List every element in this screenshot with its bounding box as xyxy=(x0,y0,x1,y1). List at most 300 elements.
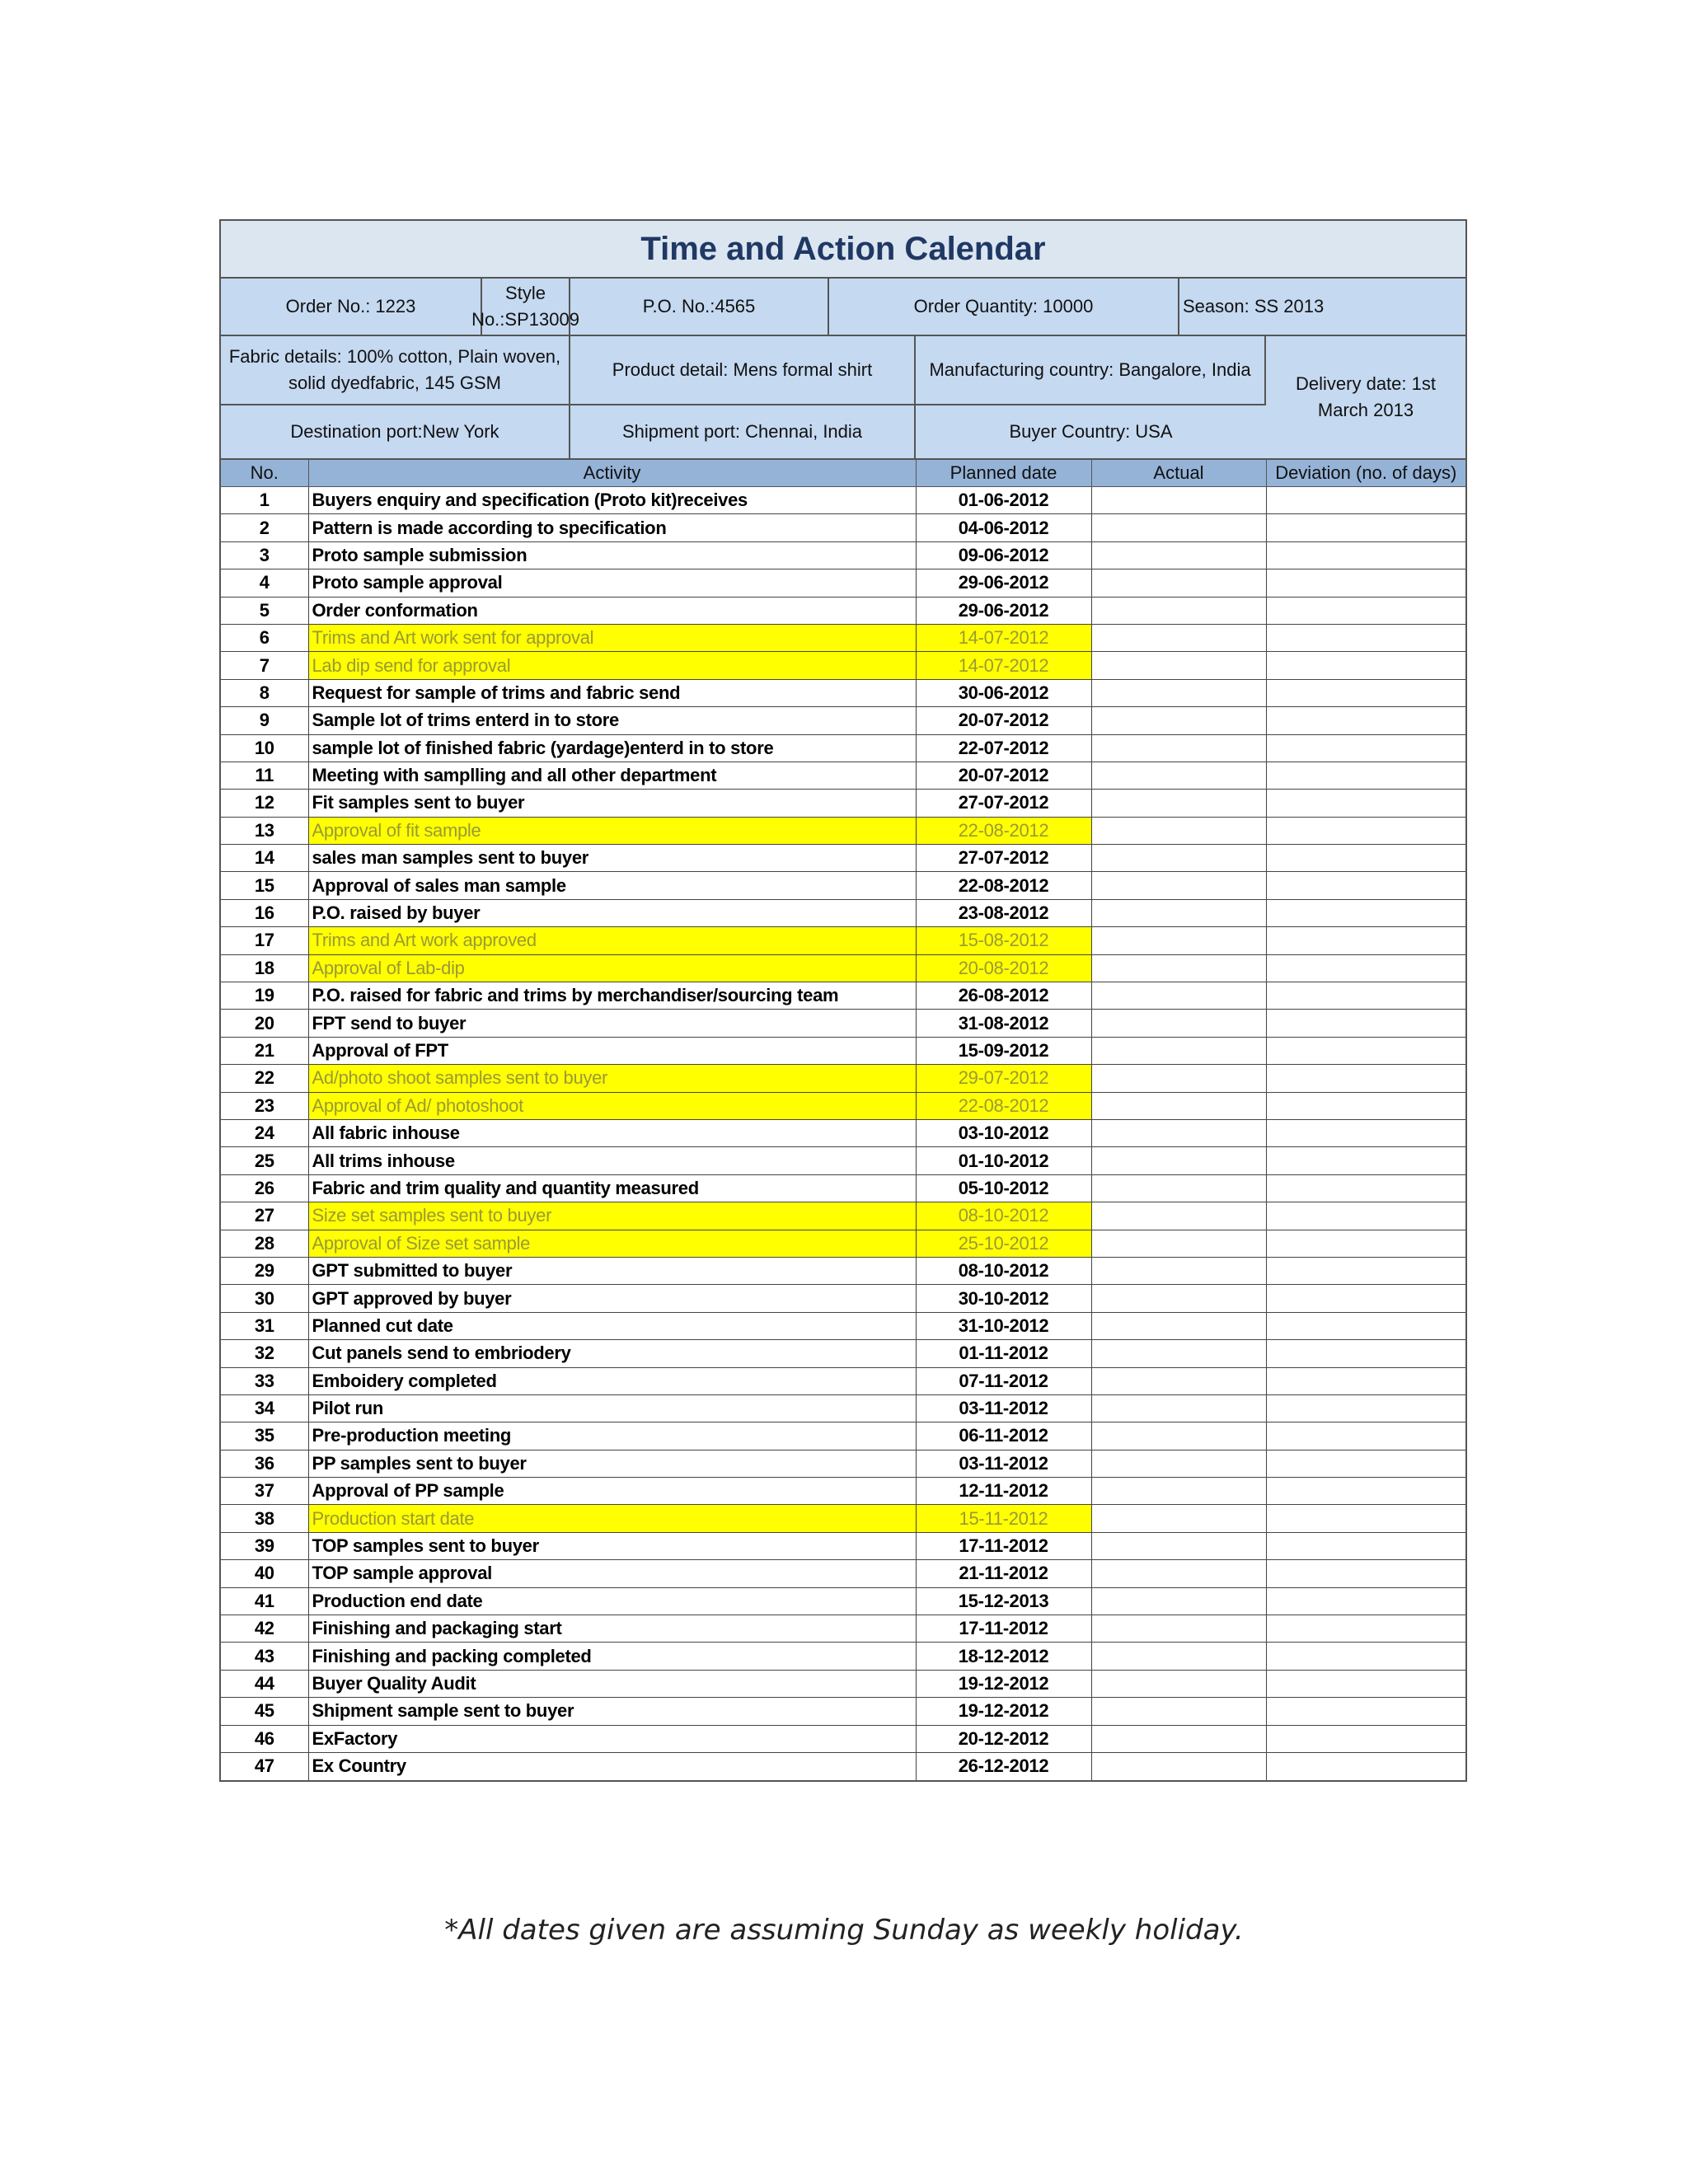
deviation-cell xyxy=(1266,927,1465,954)
deviation-cell xyxy=(1266,817,1465,844)
table-row xyxy=(221,1478,1465,1505)
destination-port: Destination port:New York xyxy=(221,405,570,460)
planned-date-cell: 06-11-2012 xyxy=(916,1422,1091,1450)
table-row xyxy=(221,1092,1465,1119)
activity-cell: Shipment sample sent to buyer xyxy=(308,1698,916,1725)
actual-cell xyxy=(1091,1698,1266,1725)
planned-date-cell: 31-10-2012 xyxy=(916,1312,1091,1339)
deviation-cell xyxy=(1266,707,1465,734)
row-number: 25 xyxy=(221,1147,308,1174)
table-row xyxy=(221,652,1465,679)
deviation-cell xyxy=(1266,1119,1465,1146)
planned-date-cell: 26-12-2012 xyxy=(916,1752,1091,1779)
calendar-title: Time and Action Calendar xyxy=(221,221,1465,279)
planned-date-cell: 30-06-2012 xyxy=(916,679,1091,706)
planned-date-cell: 17-11-2012 xyxy=(916,1532,1091,1559)
activity-cell: Lab dip send for approval xyxy=(308,652,916,679)
deviation-cell xyxy=(1266,954,1465,982)
planned-date-cell: 18-12-2012 xyxy=(916,1643,1091,1670)
activity-cell: Trims and Art work approved xyxy=(308,927,916,954)
table-row xyxy=(221,679,1465,706)
row-number: 34 xyxy=(221,1394,308,1422)
actual-cell xyxy=(1091,1312,1266,1339)
activity-cell: Request for sample of trims and fabric send xyxy=(308,679,916,706)
table-row xyxy=(221,1367,1465,1394)
activity-cell: Approval of Ad/ photoshoot xyxy=(308,1092,916,1119)
planned-date-cell: 19-12-2012 xyxy=(916,1698,1091,1725)
activity-cell: Order conformation xyxy=(308,597,916,624)
actual-cell xyxy=(1091,817,1266,844)
planned-date-cell: 31-08-2012 xyxy=(916,1010,1091,1037)
row-number: 29 xyxy=(221,1257,308,1284)
actual-cell xyxy=(1091,1560,1266,1587)
deviation-cell xyxy=(1266,1725,1465,1752)
table-row xyxy=(221,1643,1465,1670)
deviation-cell xyxy=(1266,1010,1465,1037)
header-actual: Actual xyxy=(1091,460,1266,487)
deviation-cell xyxy=(1266,597,1465,624)
row-number: 16 xyxy=(221,899,308,926)
table-row xyxy=(221,487,1465,514)
deviation-cell xyxy=(1266,1312,1465,1339)
activity-cell: Pre-production meeting xyxy=(308,1422,916,1450)
activity-cell: GPT submitted to buyer xyxy=(308,1257,916,1284)
table-row xyxy=(221,1174,1465,1202)
deviation-cell xyxy=(1266,1478,1465,1505)
row-number: 2 xyxy=(221,514,308,541)
deviation-cell xyxy=(1266,624,1465,651)
planned-date-cell: 29-07-2012 xyxy=(916,1065,1091,1092)
table-row xyxy=(221,899,1465,926)
planned-date-cell: 22-08-2012 xyxy=(916,1092,1091,1119)
actual-cell xyxy=(1091,514,1266,541)
activity-cell: All trims inhouse xyxy=(308,1147,916,1174)
row-number: 11 xyxy=(221,762,308,789)
activity-cell: Fit samples sent to buyer xyxy=(308,790,916,817)
table-row xyxy=(221,1615,1465,1643)
table-row xyxy=(221,1202,1465,1230)
activity-cell: Ad/photo shoot samples sent to buyer xyxy=(308,1065,916,1092)
actual-cell xyxy=(1091,845,1266,872)
actual-cell xyxy=(1091,1065,1266,1092)
table-row xyxy=(221,1230,1465,1257)
table-row xyxy=(221,1505,1465,1532)
row-number: 9 xyxy=(221,707,308,734)
actual-cell xyxy=(1091,1394,1266,1422)
deviation-cell xyxy=(1266,541,1465,569)
activity-cell: Proto sample approval xyxy=(308,569,916,597)
table-row xyxy=(221,927,1465,954)
deviation-cell xyxy=(1266,1670,1465,1697)
row-number: 18 xyxy=(221,954,308,982)
planned-date-cell: 27-07-2012 xyxy=(916,790,1091,817)
deviation-cell xyxy=(1266,790,1465,817)
deviation-cell xyxy=(1266,514,1465,541)
planned-date-cell: 15-08-2012 xyxy=(916,927,1091,954)
activity-cell: Approval of Size set sample xyxy=(308,1230,916,1257)
actual-cell xyxy=(1091,1010,1266,1037)
activity-cell: Production start date xyxy=(308,1505,916,1532)
deviation-cell xyxy=(1266,652,1465,679)
row-number: 36 xyxy=(221,1450,308,1477)
actual-cell xyxy=(1091,1285,1266,1312)
planned-date-cell: 20-07-2012 xyxy=(916,707,1091,734)
deviation-cell xyxy=(1266,1065,1465,1092)
actual-cell xyxy=(1091,1147,1266,1174)
planned-date-cell: 01-11-2012 xyxy=(916,1340,1091,1367)
header-activity: Activity xyxy=(308,460,916,487)
product-info-grid xyxy=(221,336,1465,460)
deviation-cell xyxy=(1266,1285,1465,1312)
actual-cell xyxy=(1091,1587,1266,1615)
footnote: *All dates given are assuming Sunday as weekly holiday. xyxy=(444,1914,1244,1947)
planned-date-cell: 14-07-2012 xyxy=(916,652,1091,679)
row-number: 3 xyxy=(221,541,308,569)
planned-date-cell: 29-06-2012 xyxy=(916,569,1091,597)
actual-cell xyxy=(1091,1119,1266,1146)
row-number: 46 xyxy=(221,1725,308,1752)
row-number: 5 xyxy=(221,597,308,624)
row-number: 23 xyxy=(221,1092,308,1119)
deviation-cell xyxy=(1266,1450,1465,1477)
table-row xyxy=(221,762,1465,789)
deviation-cell xyxy=(1266,1230,1465,1257)
planned-date-cell: 03-11-2012 xyxy=(916,1394,1091,1422)
deviation-cell xyxy=(1266,1367,1465,1394)
row-number: 43 xyxy=(221,1643,308,1670)
table-row xyxy=(221,954,1465,982)
deviation-cell xyxy=(1266,1147,1465,1174)
activity-cell: Finishing and packaging start xyxy=(308,1615,916,1643)
activity-cell: Cut panels send to embriodery xyxy=(308,1340,916,1367)
activity-cell: Fabric and trim quality and quantity measured xyxy=(308,1174,916,1202)
activity-cell: P.O. raised for fabric and trims by merchandiser/sourcing team xyxy=(308,982,916,1010)
row-number: 14 xyxy=(221,845,308,872)
shipment-port: Shipment port: Chennai, India xyxy=(570,405,916,460)
planned-date-cell: 15-12-2013 xyxy=(916,1587,1091,1615)
actual-cell xyxy=(1091,1367,1266,1394)
deviation-cell xyxy=(1266,899,1465,926)
row-number: 1 xyxy=(221,487,308,514)
table-row xyxy=(221,624,1465,651)
table-row xyxy=(221,817,1465,844)
row-number: 35 xyxy=(221,1422,308,1450)
deviation-cell xyxy=(1266,679,1465,706)
table-row xyxy=(221,1285,1465,1312)
row-number: 10 xyxy=(221,734,308,762)
row-number: 31 xyxy=(221,1312,308,1339)
planned-date-cell: 08-10-2012 xyxy=(916,1257,1091,1284)
activity-cell: Meeting with samplling and all other department xyxy=(308,762,916,789)
planned-date-cell: 09-06-2012 xyxy=(916,541,1091,569)
table-row xyxy=(221,1257,1465,1284)
planned-date-cell: 14-07-2012 xyxy=(916,624,1091,651)
header-planned-date: Planned date xyxy=(916,460,1091,487)
planned-date-cell: 29-06-2012 xyxy=(916,597,1091,624)
table-row xyxy=(221,1752,1465,1779)
actual-cell xyxy=(1091,1230,1266,1257)
deviation-cell xyxy=(1266,1752,1465,1779)
planned-date-cell: 22-08-2012 xyxy=(916,872,1091,899)
activity-cell: Approval of sales man sample xyxy=(308,872,916,899)
actual-cell xyxy=(1091,1340,1266,1367)
table-row xyxy=(221,1698,1465,1725)
actual-cell xyxy=(1091,1615,1266,1643)
planned-date-cell: 20-07-2012 xyxy=(916,762,1091,789)
row-number: 15 xyxy=(221,872,308,899)
activity-cell: All fabric inhouse xyxy=(308,1119,916,1146)
row-number: 40 xyxy=(221,1560,308,1587)
actual-cell xyxy=(1091,707,1266,734)
activity-cell: Buyers enquiry and specification (Proto kit)receives xyxy=(308,487,916,514)
planned-date-cell: 01-10-2012 xyxy=(916,1147,1091,1174)
activity-cell: Finishing and packing completed xyxy=(308,1643,916,1670)
actual-cell xyxy=(1091,541,1266,569)
activity-cell: Trims and Art work sent for approval xyxy=(308,624,916,651)
actual-cell xyxy=(1091,1670,1266,1697)
row-number: 28 xyxy=(221,1230,308,1257)
row-number: 37 xyxy=(221,1478,308,1505)
table-row xyxy=(221,790,1465,817)
actual-cell xyxy=(1091,1174,1266,1202)
activity-cell: Approval of fit sample xyxy=(308,817,916,844)
actual-cell xyxy=(1091,597,1266,624)
order-info-row xyxy=(221,279,1465,336)
buyer-country: Buyer Country: USA xyxy=(916,405,1266,460)
table-row xyxy=(221,1119,1465,1146)
row-number: 20 xyxy=(221,1010,308,1037)
activity-cell: Production end date xyxy=(308,1587,916,1615)
deviation-cell xyxy=(1266,845,1465,872)
activity-cell: Approval of Lab-dip xyxy=(308,954,916,982)
table-header-row xyxy=(221,460,1465,487)
activity-cell: Planned cut date xyxy=(308,1312,916,1339)
row-number: 13 xyxy=(221,817,308,844)
deviation-cell xyxy=(1266,1394,1465,1422)
table-row xyxy=(221,845,1465,872)
table-row xyxy=(221,1147,1465,1174)
deviation-cell xyxy=(1266,1257,1465,1284)
activity-cell: P.O. raised by buyer xyxy=(308,899,916,926)
planned-date-cell: 19-12-2012 xyxy=(916,1670,1091,1697)
header-no: No. xyxy=(221,460,308,487)
row-number: 41 xyxy=(221,1587,308,1615)
season: Season: SS 2013 xyxy=(1179,279,1465,336)
table-row xyxy=(221,1670,1465,1697)
order-number: Order No.: 1223 xyxy=(221,279,482,336)
row-number: 44 xyxy=(221,1670,308,1697)
row-number: 47 xyxy=(221,1752,308,1779)
row-number: 24 xyxy=(221,1119,308,1146)
row-number: 22 xyxy=(221,1065,308,1092)
table-row xyxy=(221,1312,1465,1339)
actual-cell xyxy=(1091,1202,1266,1230)
table-row xyxy=(221,597,1465,624)
activity-cell: ExFactory xyxy=(308,1725,916,1752)
row-number: 33 xyxy=(221,1367,308,1394)
actual-cell xyxy=(1091,954,1266,982)
planned-date-cell: 05-10-2012 xyxy=(916,1174,1091,1202)
deviation-cell xyxy=(1266,1174,1465,1202)
table-row xyxy=(221,1725,1465,1752)
deviation-cell xyxy=(1266,1698,1465,1725)
actual-cell xyxy=(1091,624,1266,651)
row-number: 19 xyxy=(221,982,308,1010)
row-number: 30 xyxy=(221,1285,308,1312)
table-row xyxy=(221,1560,1465,1587)
table-row xyxy=(221,982,1465,1010)
activity-cell: Approval of FPT xyxy=(308,1037,916,1064)
row-number: 4 xyxy=(221,569,308,597)
deviation-cell xyxy=(1266,1505,1465,1532)
activity-cell: Size set samples sent to buyer xyxy=(308,1202,916,1230)
row-number: 8 xyxy=(221,679,308,706)
table-row xyxy=(221,734,1465,762)
actual-cell xyxy=(1091,762,1266,789)
activity-cell: sample lot of finished fabric (yardage)enterd in to store xyxy=(308,734,916,762)
activity-cell: Sample lot of trims enterd in to store xyxy=(308,707,916,734)
row-number: 17 xyxy=(221,927,308,954)
activity-cell: Buyer Quality Audit xyxy=(308,1670,916,1697)
row-number: 6 xyxy=(221,624,308,651)
planned-date-cell: 12-11-2012 xyxy=(916,1478,1091,1505)
planned-date-cell: 21-11-2012 xyxy=(916,1560,1091,1587)
table-row xyxy=(221,1450,1465,1477)
table-row xyxy=(221,1394,1465,1422)
actual-cell xyxy=(1091,1532,1266,1559)
deviation-cell xyxy=(1266,1643,1465,1670)
activity-cell: Emboidery completed xyxy=(308,1367,916,1394)
activity-cell: PP samples sent to buyer xyxy=(308,1450,916,1477)
style-number: Style No.:SP13009 xyxy=(482,279,570,336)
activity-cell: sales man samples sent to buyer xyxy=(308,845,916,872)
planned-date-cell: 17-11-2012 xyxy=(916,1615,1091,1643)
actual-cell xyxy=(1091,1092,1266,1119)
planned-date-cell: 03-10-2012 xyxy=(916,1119,1091,1146)
activity-cell: Proto sample submission xyxy=(308,541,916,569)
deviation-cell xyxy=(1266,487,1465,514)
activity-cell: TOP samples sent to buyer xyxy=(308,1532,916,1559)
actual-cell xyxy=(1091,1422,1266,1450)
deviation-cell xyxy=(1266,1340,1465,1367)
actual-cell xyxy=(1091,1450,1266,1477)
actual-cell xyxy=(1091,790,1266,817)
actual-cell xyxy=(1091,569,1266,597)
actual-cell xyxy=(1091,734,1266,762)
planned-date-cell: 08-10-2012 xyxy=(916,1202,1091,1230)
po-number: P.O. No.:4565 xyxy=(570,279,829,336)
planned-date-cell: 23-08-2012 xyxy=(916,899,1091,926)
table-row xyxy=(221,1010,1465,1037)
actual-cell xyxy=(1091,1752,1266,1779)
row-number: 12 xyxy=(221,790,308,817)
planned-date-cell: 25-10-2012 xyxy=(916,1230,1091,1257)
product-detail: Product detail: Mens formal shirt xyxy=(570,336,916,405)
row-number: 32 xyxy=(221,1340,308,1367)
planned-date-cell: 20-08-2012 xyxy=(916,954,1091,982)
deviation-cell xyxy=(1266,1615,1465,1643)
actual-cell xyxy=(1091,982,1266,1010)
planned-date-cell: 15-11-2012 xyxy=(916,1505,1091,1532)
planned-date-cell: 22-07-2012 xyxy=(916,734,1091,762)
actual-cell xyxy=(1091,1257,1266,1284)
activity-rows xyxy=(221,487,1465,1780)
table-row xyxy=(221,707,1465,734)
table-row xyxy=(221,1587,1465,1615)
row-number: 38 xyxy=(221,1505,308,1532)
actual-cell xyxy=(1091,1037,1266,1064)
actual-cell xyxy=(1091,927,1266,954)
time-action-calendar xyxy=(219,219,1467,1782)
planned-date-cell: 27-07-2012 xyxy=(916,845,1091,872)
deviation-cell xyxy=(1266,1037,1465,1064)
actual-cell xyxy=(1091,1505,1266,1532)
activity-cell: GPT approved by buyer xyxy=(308,1285,916,1312)
planned-date-cell: 07-11-2012 xyxy=(916,1367,1091,1394)
header-deviation: Deviation (no. of days) xyxy=(1266,460,1465,487)
deviation-cell xyxy=(1266,1422,1465,1450)
fabric-details: Fabric details: 100% cotton, Plain woven, solid dyedfabric, 145 GSM xyxy=(221,336,570,405)
table-row xyxy=(221,1422,1465,1450)
row-number: 7 xyxy=(221,652,308,679)
row-number: 42 xyxy=(221,1615,308,1643)
activity-cell: FPT send to buyer xyxy=(308,1010,916,1037)
planned-date-cell: 22-08-2012 xyxy=(916,817,1091,844)
activity-table xyxy=(221,460,1465,1780)
row-number: 27 xyxy=(221,1202,308,1230)
actual-cell xyxy=(1091,872,1266,899)
planned-date-cell: 26-08-2012 xyxy=(916,982,1091,1010)
activity-cell: Ex Country xyxy=(308,1752,916,1779)
deviation-cell xyxy=(1266,762,1465,789)
activity-cell: Approval of PP sample xyxy=(308,1478,916,1505)
planned-date-cell: 04-06-2012 xyxy=(916,514,1091,541)
table-row xyxy=(221,872,1465,899)
row-number: 26 xyxy=(221,1174,308,1202)
delivery-date: Delivery date: 1st March 2013 xyxy=(1266,336,1465,460)
deviation-cell xyxy=(1266,734,1465,762)
manufacturing-country: Manufacturing country: Bangalore, India xyxy=(916,336,1266,405)
actual-cell xyxy=(1091,652,1266,679)
table-row xyxy=(221,1065,1465,1092)
actual-cell xyxy=(1091,1478,1266,1505)
table-row xyxy=(221,514,1465,541)
planned-date-cell: 30-10-2012 xyxy=(916,1285,1091,1312)
table-row xyxy=(221,1340,1465,1367)
actual-cell xyxy=(1091,1725,1266,1752)
actual-cell xyxy=(1091,899,1266,926)
table-row xyxy=(221,1037,1465,1064)
actual-cell xyxy=(1091,679,1266,706)
deviation-cell xyxy=(1266,1202,1465,1230)
planned-date-cell: 20-12-2012 xyxy=(916,1725,1091,1752)
actual-cell xyxy=(1091,487,1266,514)
deviation-cell xyxy=(1266,982,1465,1010)
row-number: 21 xyxy=(221,1037,308,1064)
deviation-cell xyxy=(1266,1560,1465,1587)
table-row xyxy=(221,569,1465,597)
activity-cell: Pattern is made according to specification xyxy=(308,514,916,541)
deviation-cell xyxy=(1266,1532,1465,1559)
table-row xyxy=(221,1532,1465,1559)
deviation-cell xyxy=(1266,1587,1465,1615)
table-row xyxy=(221,541,1465,569)
row-number: 39 xyxy=(221,1532,308,1559)
deviation-cell xyxy=(1266,569,1465,597)
row-number: 45 xyxy=(221,1698,308,1725)
activity-cell: Pilot run xyxy=(308,1394,916,1422)
planned-date-cell: 03-11-2012 xyxy=(916,1450,1091,1477)
